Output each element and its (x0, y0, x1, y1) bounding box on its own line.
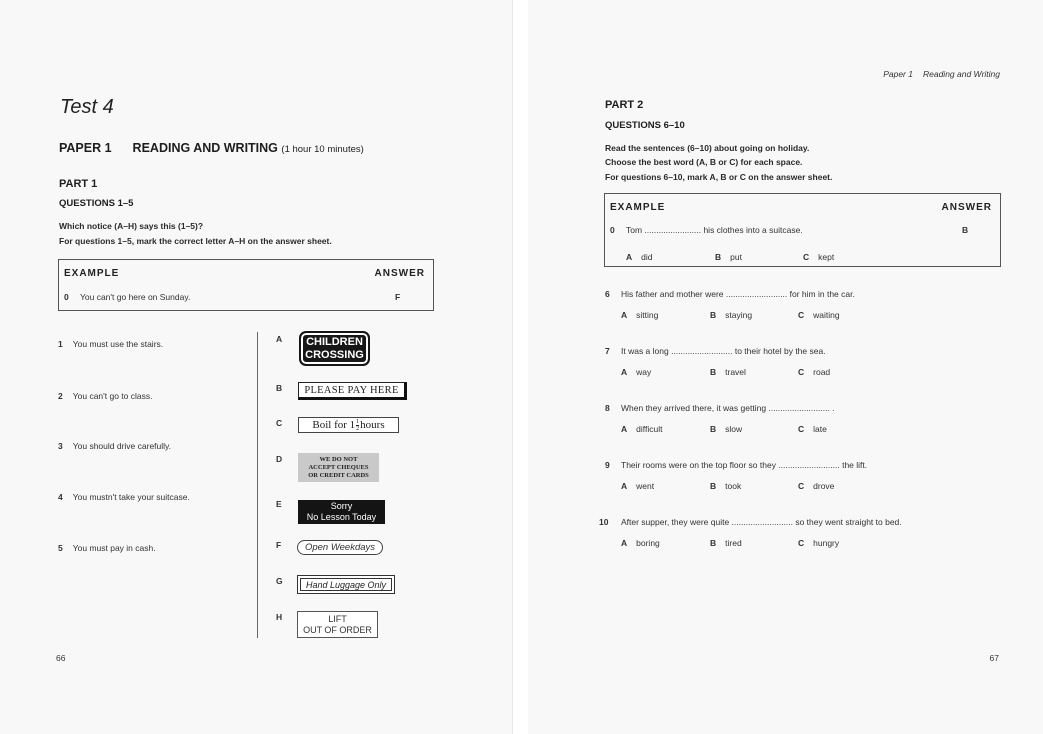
item-text: You mustn't take your suitcase. (72, 492, 190, 502)
notice-line-2: CROSSING (305, 348, 364, 361)
example-number: 0 (610, 225, 615, 235)
answer-option: A boring (621, 538, 660, 548)
list-item (58, 538, 156, 556)
example-option: B put (715, 252, 742, 262)
example-answer: B (962, 225, 969, 235)
fraction: 1 2 (356, 418, 360, 432)
notice-line-1: LIFT (328, 613, 347, 624)
example-heading: EXAMPLE (64, 268, 120, 279)
notice-children-crossing (299, 331, 370, 366)
answer-heading: ANSWER (374, 268, 425, 279)
paper-name: READING AND WRITING (132, 141, 278, 155)
item-text: You must use the stairs. (72, 339, 164, 349)
item-number: 3 (58, 441, 63, 451)
question-item: 9 Their rooms were on the top floor so they .......................... the lift. (605, 460, 868, 470)
part-heading: PART 1 (59, 178, 98, 190)
item-text: You must pay in cash. (72, 543, 156, 553)
answer-heading: ANSWER (941, 202, 992, 213)
notice-hand-luggage: Hand Luggage Only (297, 575, 395, 594)
notice-please-pay-here: PLEASE PAY HERE (298, 382, 407, 400)
instruction-line-1: Which notice (A–H) says this (1–5)? (59, 221, 204, 231)
answer-option: B tired (710, 538, 742, 548)
question-item: 7 It was a long .......................... to their hotel by the sea. (605, 346, 826, 356)
question-item: 8 When they arrived there, it was getting .......................... . (605, 403, 835, 413)
example-text: You can't go here on Sunday. (80, 292, 191, 302)
example-box (58, 259, 434, 311)
notice-no-cheques (298, 453, 379, 482)
instruction-line-2: For questions 1–5, mark the correct letter A–H on the answer sheet. (59, 236, 332, 246)
question-item: 10 After supper, they were quite .......................... so they went straight to bed. (599, 517, 902, 527)
answer-option: A sitting (621, 310, 659, 320)
notice-lift (297, 611, 378, 638)
test-title: Test 4 (60, 96, 114, 118)
item-number: 1 (58, 339, 63, 349)
notice-letter: A (276, 334, 283, 344)
left-page (0, 0, 512, 734)
paper-heading (59, 141, 364, 155)
running-header-section: Reading and Writing (922, 69, 1000, 79)
answer-option: B staying (710, 310, 753, 320)
item-number: 4 (58, 492, 63, 502)
example-answer: F (395, 292, 401, 302)
item-text: You should drive carefully. (72, 441, 172, 451)
list-item (58, 487, 190, 505)
notice-letter: F (276, 540, 282, 550)
page-number: 66 (56, 653, 66, 663)
column-divider (257, 332, 258, 638)
example-option: A did (626, 252, 653, 262)
notice-line-2: OUT OF ORDER (303, 624, 372, 635)
gutter (512, 0, 528, 734)
list-item (58, 386, 152, 404)
example-number: 0 (64, 292, 69, 302)
instruction-line-1: Read the sentences (6–10) about going on holiday. (605, 143, 810, 153)
page-number: 67 (989, 653, 999, 663)
notice-open-weekdays: Open Weekdays (297, 540, 383, 555)
notice-line-3: OR CREDIT CARDS (308, 471, 369, 479)
notice-line-1: CHILDREN (306, 335, 363, 348)
notice-text-suffix: hours (360, 419, 385, 431)
answer-option: A way (621, 367, 652, 377)
answer-option: C drove (798, 481, 835, 491)
answer-option: C road (798, 367, 831, 377)
notice-line-2: No Lesson Today (306, 512, 377, 522)
answer-option: A difficult (621, 424, 663, 434)
answer-option: B took (710, 481, 742, 491)
example-box (604, 193, 1001, 267)
question-text: His father and mother were .......................... for him in the car. (621, 289, 855, 299)
notice-text: Boil for 1 (312, 419, 356, 431)
notice-letter: C (276, 418, 283, 428)
instruction-line-3: For questions 6–10, mark A, B or C on the answer sheet. (605, 172, 833, 182)
running-header (883, 69, 1000, 79)
notice-letter: G (276, 576, 283, 586)
notice-letter: E (276, 499, 282, 509)
questions-heading: QUESTIONS 6–10 (605, 120, 685, 131)
question-text: It was a long .......................... to their hotel by the sea. (621, 346, 826, 356)
item-text: You can't go to class. (72, 391, 153, 401)
example-heading: EXAMPLE (610, 202, 666, 213)
paper-duration: (1 hour 10 minutes) (281, 144, 364, 155)
notice-line-1: Sorry (330, 501, 353, 511)
notice-boil (298, 417, 399, 433)
notice-line-2: ACCEPT CHEQUES (308, 463, 369, 471)
example-option: C kept (803, 252, 835, 262)
spine-divider (512, 0, 513, 734)
paper-label: PAPER 1 (59, 141, 112, 155)
notice-letter: D (276, 454, 283, 464)
answer-option: B travel (710, 367, 746, 377)
notice-letter: B (276, 383, 283, 393)
answer-option: C waiting (798, 310, 840, 320)
notice-letter: H (276, 612, 283, 622)
instruction-line-2: Choose the best word (A, B or C) for each space. (605, 157, 803, 167)
list-item (58, 334, 163, 352)
notice-line-1: WE DO NOT (319, 455, 358, 463)
part-heading: PART 2 (605, 99, 644, 111)
answer-option: B slow (710, 424, 743, 434)
item-number: 5 (58, 543, 63, 553)
example-text: Tom ........................ his clothes into a suitcase. (626, 225, 803, 235)
item-number: 2 (58, 391, 63, 401)
right-page (528, 0, 1043, 734)
question-text: When they arrived there, it was getting .......................... . (621, 403, 835, 413)
notice-no-lesson (298, 500, 385, 524)
question-text: Their rooms were on the top floor so they .......................... the lift. (621, 460, 868, 470)
running-header-paper: Paper 1 (883, 69, 913, 79)
answer-option: A went (621, 481, 655, 491)
question-text: After supper, they were quite .......................... so they went straight to bed. (621, 517, 902, 527)
answer-option: C late (798, 424, 827, 434)
question-item: 6 His father and mother were .......................... for him in the car. (605, 289, 855, 299)
questions-heading: QUESTIONS 1–5 (59, 198, 134, 209)
answer-option: C hungry (798, 538, 840, 548)
list-item (58, 436, 171, 454)
